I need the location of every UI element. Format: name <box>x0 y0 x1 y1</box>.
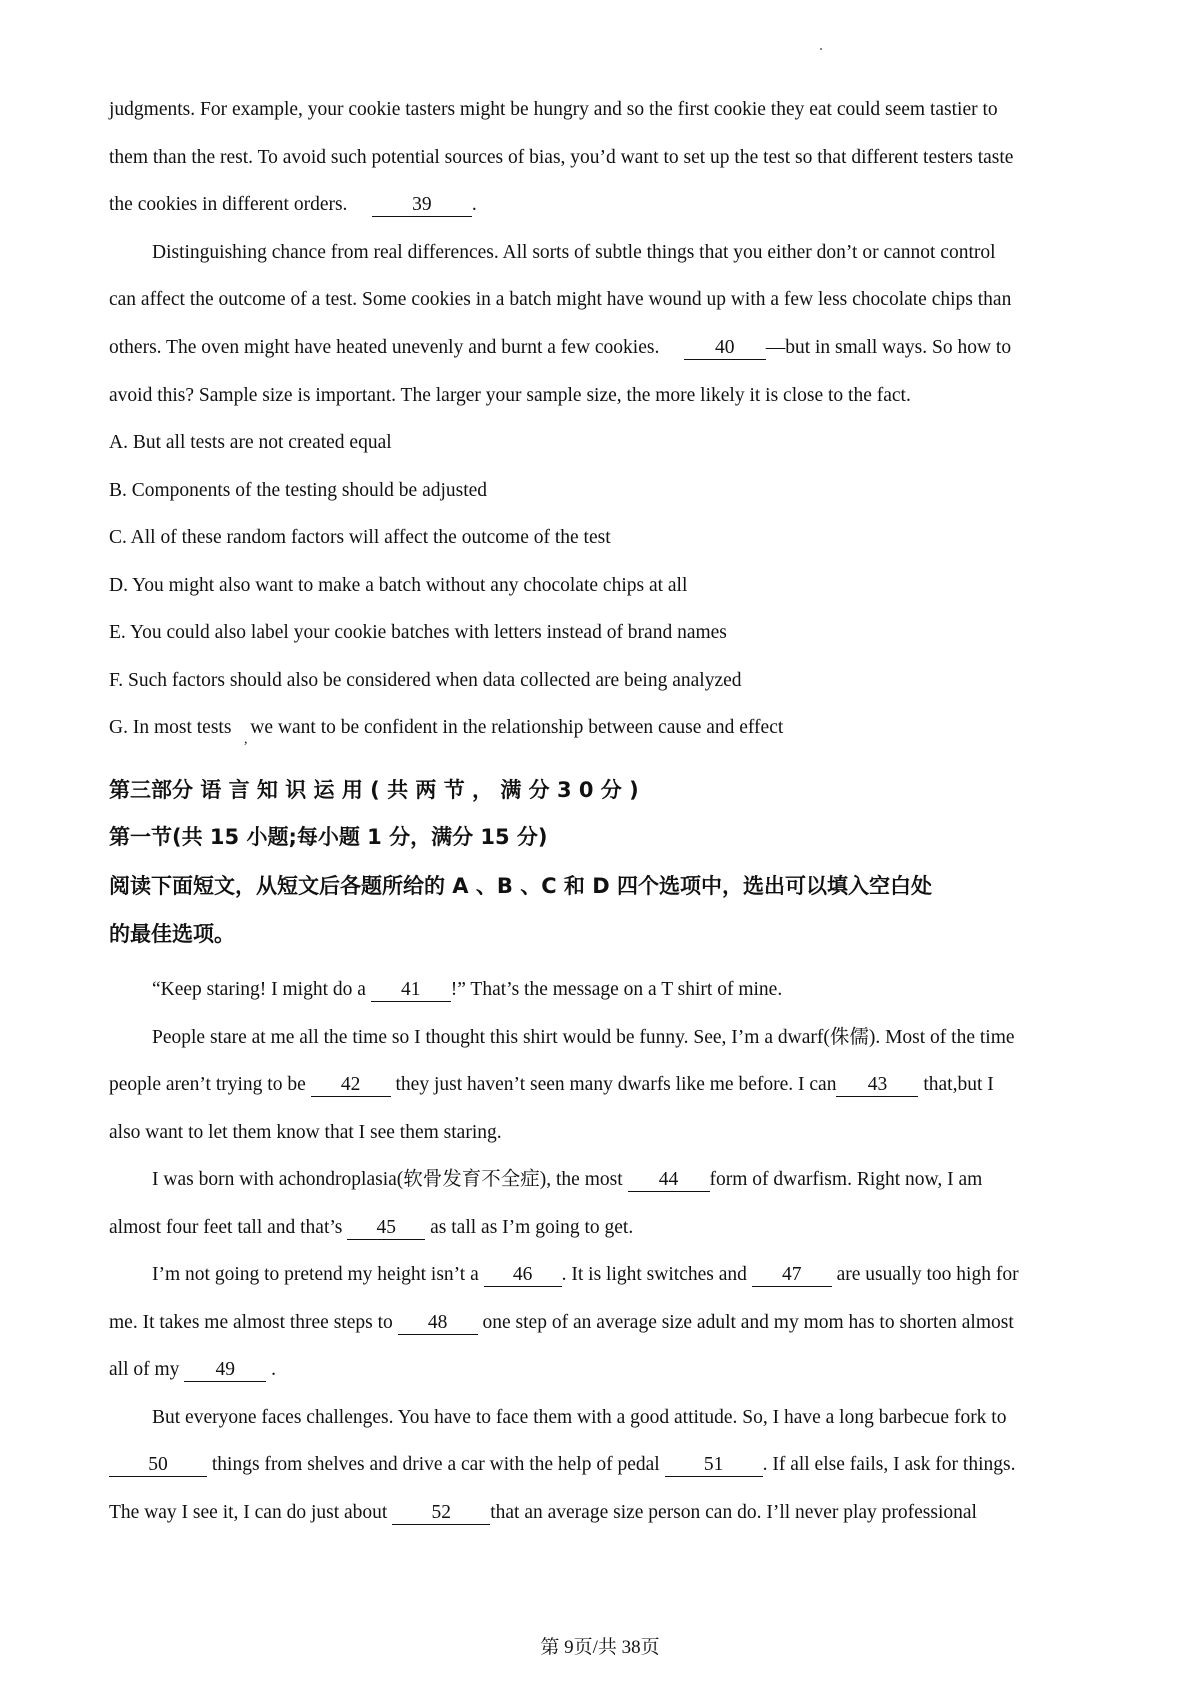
blank-46[interactable]: 46 <box>484 1264 562 1287</box>
passage1-line-3-text: the cookies in different orders. <box>109 194 348 215</box>
passage1-line-1: judgments. For example, your cookie tasters might be hungry and so the first cookie they eat could seem tastier to <box>109 99 998 120</box>
instructions-line-1: 阅读下面短文，从短文后各题所给的 A 、B 、C 和 D 四个选项中，选出可以填入空白处 <box>109 874 932 898</box>
p2-text-2b2: they just haven’t seen many dwarfs like me before. I can <box>395 1074 837 1095</box>
passage2-line-9 <box>109 1356 276 1384</box>
p2-text-4c2: . <box>271 1359 277 1380</box>
passage1-line-7: avoid this? Sample size is important. The larger your sample size, the more likely it is close to the fact. <box>109 385 911 406</box>
passage2-line-1 <box>109 976 782 1004</box>
passage2-line-11 <box>109 1451 1015 1479</box>
option-c: C. All of these random factors will affect the outcome of the test <box>109 527 611 548</box>
scan-speck <box>820 48 822 50</box>
passage1-line-3 <box>109 191 477 219</box>
passage2-line-3 <box>109 1071 994 1099</box>
passage1-line-5: can affect the outcome of a test. Some cookies in a batch might have wound up with a few less chocolate chips than <box>109 289 1012 310</box>
passage2-line-10: But everyone faces challenges. You have to face them with a good attitude. So, I have a long barbecue fork to <box>152 1407 1007 1428</box>
p2-text-2b3: that,but I <box>923 1074 994 1095</box>
p2-text-3a1: I was born with achondroplasia(软骨发育不全症), the most <box>152 1169 623 1190</box>
instructions-line-2: 的最佳选项。 <box>109 922 235 946</box>
blank-49[interactable]: 49 <box>184 1359 266 1382</box>
p2-text-5c1: The way I see it, I can do just about <box>109 1502 388 1523</box>
passage1-line-6-text: others. The oven might have heated unevenly and burnt a few cookies. <box>109 337 660 358</box>
option-b: B. Components of the testing should be adjusted <box>109 480 488 501</box>
passage2-line-8 <box>109 1309 1014 1337</box>
option-e: E. You could also label your cookie batches with letters instead of brand names <box>109 622 727 643</box>
passage2-line-4: also want to let them know that I see them staring. <box>109 1122 502 1143</box>
option-g-start: G. In most tests <box>109 717 232 738</box>
p2-text-1b: !” That’s the message on a T shirt of mine. <box>450 979 783 1000</box>
option-g-end: we want to be confident in the relationship between cause and effect <box>250 717 784 738</box>
passage1-line-2: them than the rest. To avoid such potential sources of bias, you’d want to set up the test so that different testers taste <box>109 147 1014 168</box>
p2-text-5c2: that an average size person can do. I’ll never play professional <box>490 1502 977 1523</box>
passage2-line-5 <box>109 1166 982 1194</box>
passage2-line-6 <box>109 1214 633 1242</box>
option-f: F. Such factors should also be considered when data collected are being analyzed <box>109 670 742 691</box>
p2-text-4a2: . It is light switches and <box>561 1264 747 1285</box>
blank-50[interactable]: 50 <box>109 1454 207 1477</box>
p2-text-5b1: things from shelves and drive a car with the help of pedal <box>211 1454 660 1475</box>
passage1-line-6-end: —but in small ways. So how to <box>765 337 1012 358</box>
blank-41[interactable]: 41 <box>371 979 451 1002</box>
part-three-heading: 第三部分 语 言 知 识 运 用 ( 共 两 节 ， 满 分 3 0 分 ) <box>109 778 639 802</box>
option-g <box>109 714 784 747</box>
p2-text-4b1: me. It takes me almost three steps to <box>109 1312 393 1333</box>
p2-text-3b2: as tall as I’m going to get. <box>430 1217 634 1238</box>
passage2-line-7 <box>109 1261 1019 1289</box>
passage1-line-3-end: . <box>471 194 477 215</box>
option-a: A. But all tests are not created equal <box>109 432 392 453</box>
passage2-line-12 <box>109 1499 977 1527</box>
p2-text-4a3: are usually too high for <box>836 1264 1019 1285</box>
p2-text-3b1: almost four feet tall and that’s <box>109 1217 343 1238</box>
blank-42[interactable]: 42 <box>311 1074 391 1097</box>
blank-51[interactable]: 51 <box>665 1454 763 1477</box>
blank-45[interactable]: 45 <box>347 1217 425 1240</box>
p2-text-3a2: form of dwarfism. Right now, I am <box>709 1169 983 1190</box>
p2-text-4b2: one step of an average size adult and my mom has to shorten almost <box>482 1312 1014 1333</box>
blank-40[interactable]: 40 <box>684 337 766 360</box>
passage2-line-2: People stare at me all the time so I thought this shirt would be funny. See, I’m a dwarf(侏儒). Most of the time <box>152 1027 1015 1048</box>
p2-text-1a: “Keep staring! I might do a <box>152 979 366 1000</box>
blank-52[interactable]: 52 <box>392 1502 490 1525</box>
option-d: D. You might also want to make a batch without any chocolate chips at all <box>109 575 688 596</box>
blank-47[interactable]: 47 <box>752 1264 832 1287</box>
p2-text-5b2: . If all else fails, I ask for things. <box>762 1454 1016 1475</box>
blank-39[interactable]: 39 <box>372 194 472 217</box>
section-one-heading: 第一节(共 15 小题;每小题 1 分，满分 15 分) <box>109 825 548 849</box>
blank-48[interactable]: 48 <box>398 1312 478 1335</box>
p2-text-2b1: people aren’t trying to be <box>109 1074 306 1095</box>
blank-44[interactable]: 44 <box>628 1169 710 1192</box>
p2-text-4c1: all of my <box>109 1359 180 1380</box>
p2-text-4a1: I’m not going to pretend my height isn’t a <box>152 1264 479 1285</box>
blank-43[interactable]: 43 <box>836 1074 918 1097</box>
page-number-footer: 第 9页/共 38页 <box>540 1637 660 1658</box>
option-g-comma: , <box>244 732 248 747</box>
passage1-line-6 <box>109 334 1011 362</box>
passage1-line-4: Distinguishing chance from real differences. All sorts of subtle things that you either don’t or cannot control <box>152 242 996 263</box>
